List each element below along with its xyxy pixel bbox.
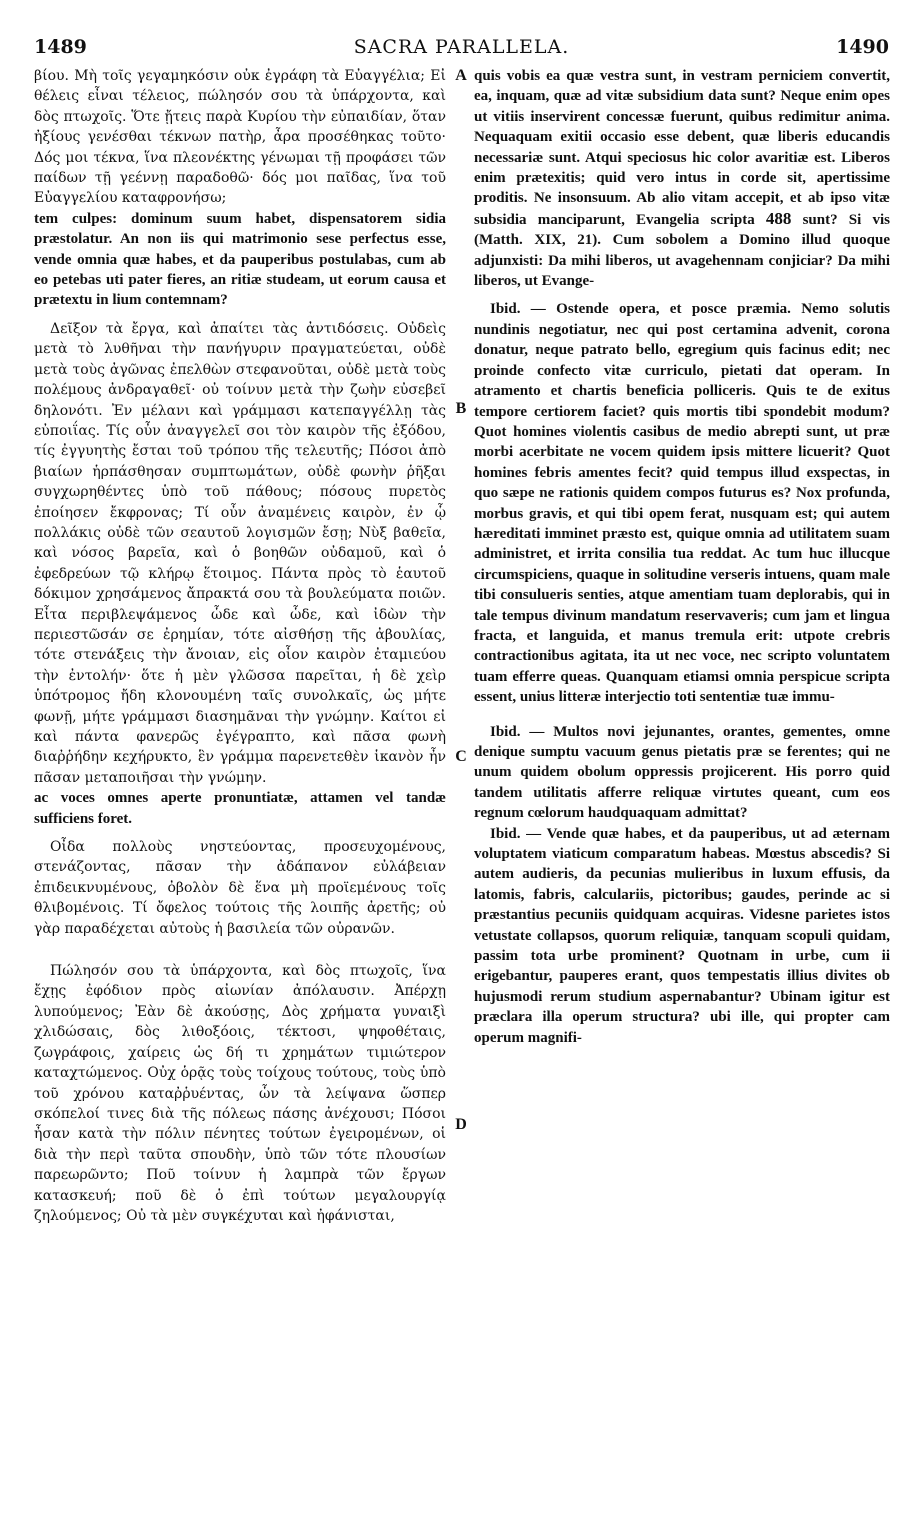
page-number-left: 1489 bbox=[34, 36, 87, 58]
page-header bbox=[34, 36, 889, 62]
latin-text: sunt? Si vis (Matth. XIX, 21). Cum sobolem a Domino illud quoque adjunxisti: Da mihi liberos, ut avagehennam conjiciar? Da mihi liberos, ut Evange- bbox=[474, 211, 890, 290]
greek-paragraph: Οἶδα πολλοὺς νηστεύοντας, προσευχομένους, στενάζοντας, πᾶσαν τὴν ἀδάπανον εὐλάβειαν ἐπιδεικνυμένους, ὀβολὸν δὲ ἕνα μὴ προϊεμένους τοῖς θλιβομένοις. Τί ὄφελος τούτοις τῆς λοιπῆς ἀρετῆς; οὐ γὰρ παραδέχεται αὐτοὺς ἡ βασιλεία τῶν οὐρανῶν. bbox=[34, 839, 446, 937]
latin-paragraph: Ibid. — Multos novi jejunantes, orantes, gementes, omne denique sumptu vacuum genus pietatis præ se ferentes; qui ne unum quidem obolum oppressis projicerent. His porro quid tandem utilitatis afferre reliquæ virtutes queant, cum eos regnum cœlorum haudquaquam admittat? bbox=[474, 723, 890, 822]
section-marker-c: C bbox=[455, 748, 467, 765]
greek-column bbox=[34, 66, 446, 1226]
running-title: SACRA PARALLELA. bbox=[353, 36, 570, 58]
latin-column bbox=[474, 66, 890, 1048]
greek-paragraph: Δεῖξον τὰ ἔργα, καὶ ἀπαίτει τὰς ἀντιδόσεις. Οὐδεὶς μετὰ τὸ λυθῆναι τὴν πανήγυριν πραγματεύεται, οὐδὲ μετὰ τοὺς ἀγῶνας ἐπελθὼν στεφανοῦται, οὐδὲ μετὰ τοὺς πολέμους ἀνδραγαθεῖ· οὐ τοίνυν μετὰ τὴν ζωὴν εὐσεβεῖ δηλονότι. Ἐν μέλανι καὶ γράμμασι κατεπαγγέλλῃ τὰς εὐποιΐας. Τίς οὖν ἀναγγελεῖ σοι τὸν καιρὸν τῆς ἐξόδου, τίς ἐγγυητὴς ἔσται τοῦ τρόπου τῆς τελευτῆς; Πόσοι ἀπὸ βιαίων ἡρπάσθησαν συμπτωμάτων, οὐδὲ φωνὴν ῥῆξαι συγχωρηθέντες ὑπὸ τοῦ πάθους; πόσους πυρετὸς ἐποίησεν ἔκφρονας; Τί οὖν ἀναμένεις καιρὸν, ἐν ᾧ πολλάκις οὐδὲ τῶν σεαυτοῦ λογισμῶν ἔσῃ; Νὺξ βαθεῖα, καὶ νόσος βαρεῖα, καὶ ὁ βοηθῶν οὐδαμοῦ, καὶ ὁ ἐφεδρεύων τῷ κλήρῳ ἕτοιμος. Πάντα πρὸς τὸ ἑαυτοῦ δόκιμον χρησάμενος ἄπρακτά σου τὰ βουλεύματα ποιῶν. Εἶτα περιβλεψάμενος ὧδε καὶ ὧδε, καὶ ἰδὼν τὴν περιεστῶσάν σε ἐρημίαν, τότε αἰσθήσῃ τῆς ἀβουλίας, τότε στενάξεις τὴν ἄνοιαν, εἰς οἷον καιρὸν ἐταμιεύου τὴν ἐντολήν· ὅτε ἡ μὲν γλῶσσα παρεῖται, ἡ δὲ χεὶρ ὑπότρομος ἤδη κλονουμένη ταῖς συνολκαῖς, ὡς μήτε φωνῇ, μήτε γράμμασι διασημᾶναι τὴν γνώμην. Καίτοι εἰ καὶ πάντα φανερῶς ἐγέγραπτο, καὶ πᾶσα φωνὴ διαῤῥήδην κεχήρυκτο, ἓν γράμμα παρενετεθὲν ἱκανὸν ἦν πᾶσαν μεταποιῆσαι τὴν γνώμην. bbox=[34, 320, 446, 786]
section-marker-b: B bbox=[455, 400, 467, 417]
latin-fragment: tem culpes: dominum suum habet, dispensatorem sidia præstolatur. An non iis qui matrimonio sese perfectus esse, vende omnia quæ habes, et da pauperibus postulabas, cum ab eo petebas uti pater fieres, an ritiæ studeam, ut eorum causa et prætextu in lium contemnam? bbox=[34, 210, 446, 309]
latin-paragraph: Ibid. — Vende quæ habes, et da pauperibus, ut ad æternam voluptatem viaticum comparatum habeas. Mœstus abscedis? Si autem audieris, da pecunias mulieribus in luxum effusis, da latomis, fabris, calculariis, pictoribus; gaudes, perinde ac si præstantius pecuniis quidquam acquiras. Videsne parietes istos vetustate collapsos, quorum reliquiæ, tanquam scopuli quidam, passim tota urbe prominent? Quotnam in urbe, cum ii erigebantur, pauperes erant, quos tempestatis illius divites ob hujusmodi rerum studium aspernabantur? Ubinam igitur est præclara illa operum structura? ubi ille, qui propter cam operum magnifi- bbox=[474, 825, 890, 1046]
section-marker-d: D bbox=[455, 1116, 467, 1133]
latin-text: quis vobis ea quæ vestra sunt, in vestram perniciem convertit, ea, inquam, quæ ad vitæ subsidium data sunt? Neque enim opes ut vitiis inservirent concessæ fuerunt, quibus redimitur anima. Nequaquam exitii occasio esse debent, quæ liberis educandis necessariæ sunt. Atqui speciosus hic color avaritiæ est. Liberos enim prætexitis; quid vero intus in corde sit, apertissime proditis. Ne insonsuum. Ab alio vitam accepit, et ab ipso vitæ subsidia manciparunt, Evangelia scripta bbox=[474, 68, 890, 228]
latin-fragment: ac voces omnes aperte pronuntiatæ, attamen vel tandæ sufficiens foret. bbox=[34, 790, 446, 827]
latin-paragraph bbox=[474, 66, 890, 291]
column-number: 488 bbox=[765, 208, 792, 228]
greek-paragraph: βίου. Μὴ τοῖς γεγαμηκόσιν οὐκ ἐγράφη τὰ Εὐαγγέλια; Εἰ θέλεις εἶναι τέλειος, πώλησόν σου τὰ ὑπάρχοντα, καὶ δὸς πτωχοῖς. Ὅτε ᾔτεις παρὰ Κυρίου τὴν εὐπαιδίαν, ὅταν ἠξίους γενέσθαι τέκνων πατὴρ, ἆρα προσέθηκας τοῦτο· Δός μοι τέκνα, ἵνα πλεονέκτης γένωμαι τῇ προφάσει τῶν παίδων τῇ γεέννῃ παραδοθῶ· δός μοι παῖδας, ἵνα τοῦ Εὐαγγελίου καταφρονήσω; bbox=[34, 68, 446, 207]
page-number-right: 1490 bbox=[836, 36, 889, 58]
greek-paragraph: Πώλησόν σου τὰ ὑπάρχοντα, καὶ δὸς πτωχοῖς, ἵνα ἔχῃς ἐφόδιον πρὸς αἰωνίαν ἀπόλαυσιν. Ἀπέρχῃ λυπούμενος; Ἐὰν δὲ ἀκούσῃς, Δὸς χρήματα γυναιξὶ χλιδώσαις, δὸς λιθοξόοις, τέκτοσι, ψηφοθέταις, ζωγράφοις, χαίρεις ὡς δή τι χρημάτων τιμιώτερον καταχτώμενος. Οὐχ ὁρᾷς τοὺς τοίχους τούτους, τοὺς ὑπὸ τοῦ χρόνου καταῤῥυέντας, ὧν τὰ λείψανα ὥσπερ σκόπελοί τινες διὰ τῆς πόλεως πάσης ἀνέχουσι; Πόσοι ἦσαν κατὰ τὴν πόλιν πένητες τούτων ἐγειρομένων, οἱ διὰ τὴν περὶ ταῦτα σπουδὴν, ὑπὸ τῶν τότε πλουσίων παρεωρῶντο; Ποῦ τοίνυν ἡ λαμπρὰ τῶν ἔργων κατασκευή; ποῦ δὲ ὁ ἐπὶ τούτων μεγαλουργίᾳ ζηλούμενος; Οὐ τὰ μὲν συγκέχυται καὶ ἠφάνισται, bbox=[34, 963, 446, 1224]
latin-paragraph: Ibid. — Ostende opera, et posce præmia. Nemo solutis nundinis negotiatur, nec qui post certamina advenit, corona donatur, neque patrato bello, egregium quis facinus edit; nec proinde confecto vitæ curriculo, pietati dat operam. In atramento et chartis beneficia polliceris. Quis te de exitus tempore certiorem faciet? quis mortis tibi spondebit modum? Quot homines violentis casibus de medio abrepti sunt, ut præ morbi acerbitate ne vocem quidem ipsis mittere licuerit? Quot homines febris amentes fecit? quid tempus illud exspectas, in quo sæpe ne rationis quidem compos futurus es? Nox profunda, morbus gravis, et qui tibi opem ferat, nusquam est; qui autem hæreditati imminet præsto est, quique omnia ad utilitatem suam administret, et irrita consilia tua reddat. Ac tum huc illucque circumspiciens, quaque in solitudine verseris intuens, quam male tibi consulueris senties, atque amentiam tuam deplorabis, qui in tale tempus divinum mandatum reservaveris; cum jam et lingua fracta, et languida, et manus tremula erit: utpote crebris contractionibus agitata, ita ut nec voce, nec scripto voluntatem tuam efferre queas. Quanquam etiamsi omnia perspicue scripta essent, unius litteræ interjectio toti sententiæ tuæ immu- bbox=[474, 301, 890, 706]
section-marker-a: A bbox=[455, 67, 467, 84]
